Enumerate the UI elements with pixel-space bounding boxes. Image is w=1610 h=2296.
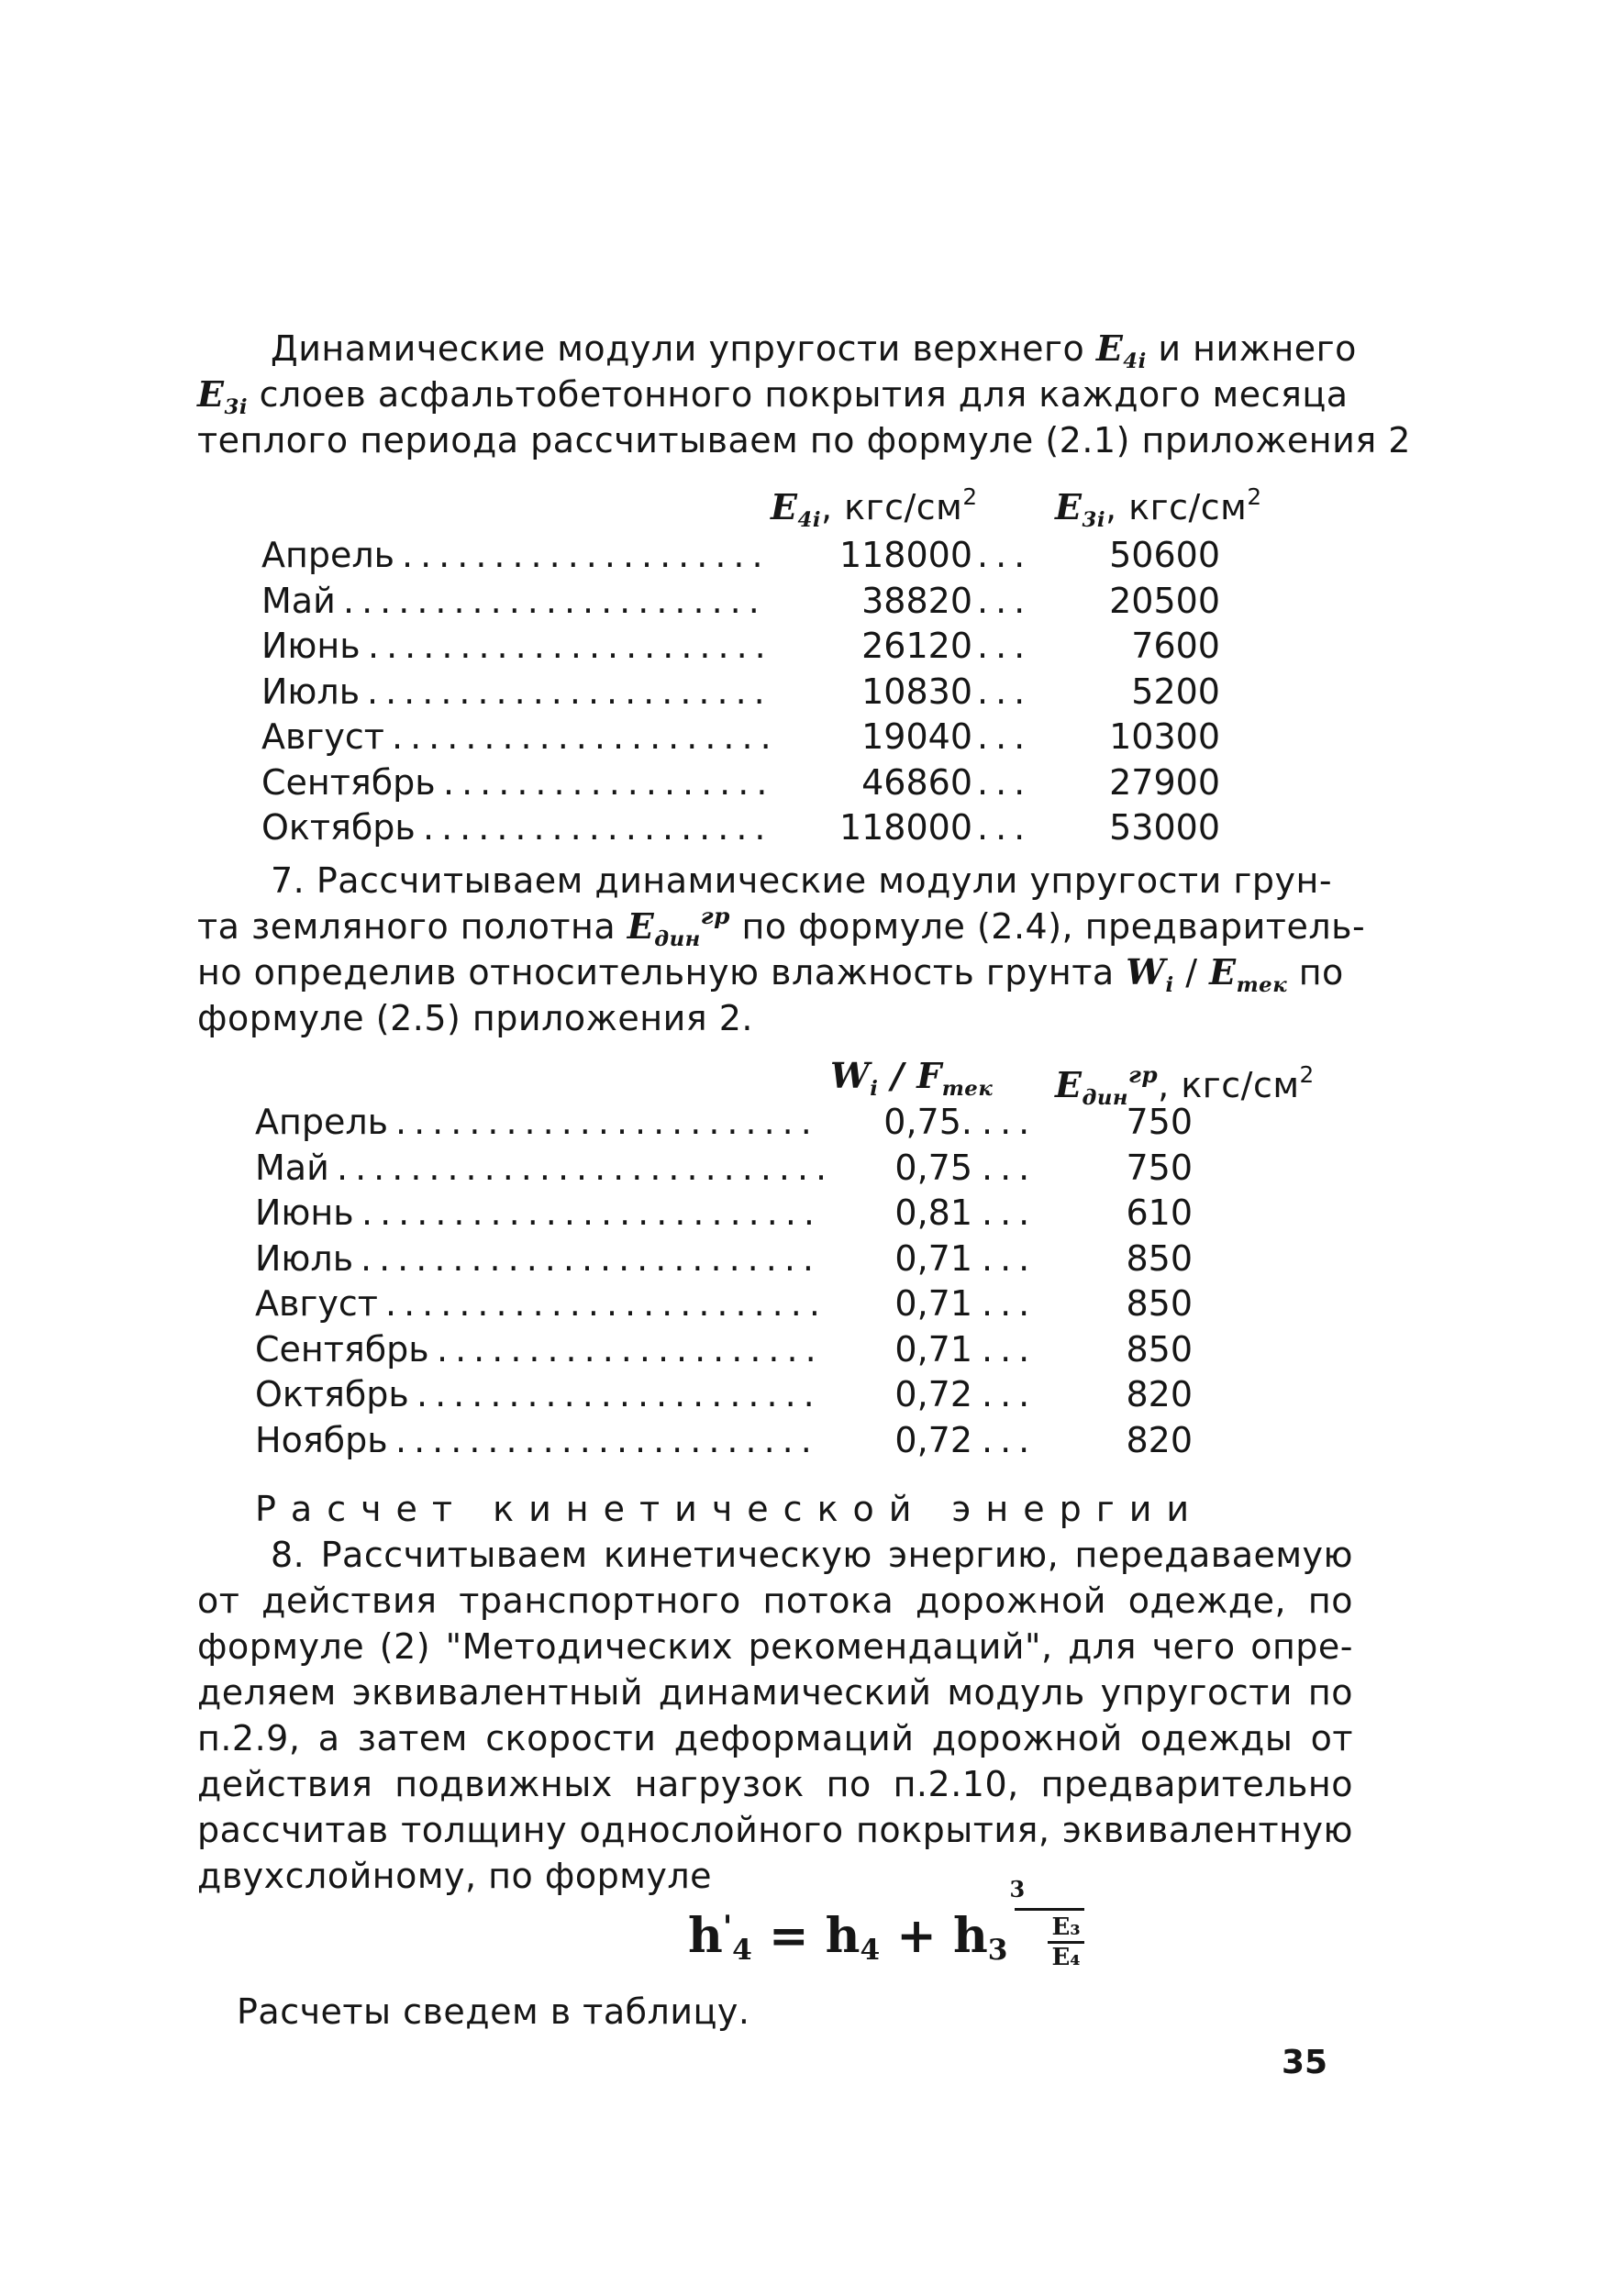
para8-line: п.2.9, а затем скорости деформаций дорожной одежды от bbox=[197, 1718, 1353, 1758]
value-col2: 850 bbox=[1126, 1283, 1193, 1324]
month-label: Сентябрь bbox=[261, 761, 436, 803]
dot-leader: ... bbox=[982, 1374, 1038, 1414]
month-label: Июнь bbox=[255, 1192, 354, 1233]
table2-col1-header: $W_i / F_{тек}$ bbox=[830, 1055, 994, 1101]
month-label: Апрель bbox=[261, 535, 395, 575]
value-col2: 7600 bbox=[1131, 626, 1220, 666]
value-col2: 53000 bbox=[1109, 807, 1220, 848]
dot-leader: ... bbox=[982, 1102, 1038, 1142]
value-col1: 19040 bbox=[861, 716, 972, 757]
dot-leader: ... bbox=[982, 1328, 1038, 1370]
dot-leader: ..................... bbox=[437, 1328, 824, 1370]
month-label: Апрель bbox=[255, 1102, 389, 1142]
para8-line: от действия транспортного потока дорожной одежде, по bbox=[197, 1581, 1353, 1621]
table1-col2-header: $E_{3i}$, кгс/$см^2$ bbox=[1055, 483, 1262, 532]
dot-leader: ... bbox=[982, 1419, 1038, 1460]
dot-leader: ... bbox=[977, 716, 1033, 757]
para8-line: рассчитав толщину однослойного покрытия, эквивалентную bbox=[197, 1810, 1353, 1850]
dot-leader: ... bbox=[982, 1283, 1038, 1324]
table1-col1-header: $E_{4i}$, кгс/$см^2$ bbox=[771, 483, 978, 532]
value-col2: 850 bbox=[1126, 1328, 1193, 1370]
closing-sentence: Расчеты сведем в таблицу. bbox=[237, 1991, 750, 2032]
value-col1: 0,72 bbox=[894, 1419, 972, 1460]
value-col2: 750 bbox=[1126, 1102, 1193, 1142]
value-col1: 0,81 bbox=[894, 1192, 972, 1233]
para8-line: действия подвижных нагрузок по п.2.10, предварительно bbox=[197, 1764, 1353, 1804]
dot-leader: ... bbox=[977, 671, 1033, 712]
value-col1: 46860 bbox=[861, 761, 972, 803]
value-col1: 0,75. bbox=[883, 1102, 972, 1142]
dot-leader: ....................... bbox=[343, 580, 767, 621]
value-col2: 50600 bbox=[1109, 535, 1220, 575]
dot-leader: ... bbox=[982, 1147, 1038, 1188]
value-col2: 610 bbox=[1126, 1192, 1193, 1233]
dot-leader: ......................... bbox=[361, 1192, 822, 1233]
month-label: Август bbox=[255, 1283, 378, 1324]
dot-leader: ... bbox=[977, 626, 1033, 666]
month-label: Май bbox=[255, 1147, 329, 1188]
value-col2: 20500 bbox=[1109, 580, 1220, 621]
month-label: Сентябрь bbox=[255, 1328, 429, 1370]
value-col2: 27900 bbox=[1109, 761, 1220, 803]
intro-line-3: теплого периода рассчитываем по формуле (2.1) приложения 2 bbox=[197, 420, 1411, 460]
fraction: $\frac{\text{E₃}}{\text{E₄}}$ bbox=[1048, 1913, 1083, 1971]
dot-leader: ........................ bbox=[385, 1283, 827, 1324]
paragraph-7 bbox=[197, 858, 1366, 1041]
month-label: Октябрь bbox=[255, 1374, 409, 1414]
dot-leader: ........................... bbox=[337, 1147, 835, 1188]
formula: $h'_4 = h_4 + h_3$ 3 $\frac{\text{E₃}}{\text{E₄}}$ bbox=[688, 1908, 1084, 1971]
dot-leader: ... bbox=[982, 1237, 1038, 1279]
value-col1: 0,71 bbox=[894, 1283, 972, 1324]
dot-leader: .................. bbox=[443, 761, 775, 803]
para8-line: формуле (2) "Методических рекомендаций", для чего опре- bbox=[197, 1626, 1353, 1667]
para8-line: 8. Рассчитываем кинетическую энергию, передаваемую bbox=[271, 1535, 1353, 1575]
dot-leader: ... bbox=[982, 1192, 1038, 1233]
dot-leader: ... bbox=[977, 807, 1033, 848]
value-col2: 5200 bbox=[1131, 671, 1220, 712]
dot-leader: ... bbox=[977, 580, 1033, 621]
dot-leader: .................... bbox=[402, 535, 771, 575]
para7-line-4: формуле (2.5) приложения 2. bbox=[197, 998, 753, 1038]
value-col2: 10300 bbox=[1109, 716, 1220, 757]
value-col2: 820 bbox=[1126, 1419, 1193, 1460]
month-label: Июль bbox=[255, 1237, 354, 1279]
value-col1: 118000 bbox=[838, 807, 972, 848]
dot-leader: ...................... bbox=[368, 626, 773, 666]
value-col1: 10830 bbox=[861, 671, 972, 712]
para8-line: двухслойному, по формуле bbox=[197, 1856, 713, 1896]
value-col1: 0,75 bbox=[894, 1147, 972, 1188]
intro-paragraph bbox=[197, 326, 1411, 463]
table2-col2-header: $E_{дин}^{гр}$, кгс/$см^2$ bbox=[1055, 1061, 1315, 1110]
dot-leader: ....................... bbox=[395, 1419, 819, 1460]
value-col2: 750 bbox=[1126, 1147, 1193, 1188]
month-label: Октябрь bbox=[261, 807, 416, 848]
para7-line-3: но определив относительную влажность грунта $W_i / E_{тек}$ по bbox=[197, 951, 1344, 997]
section-heading: Расчет кинетической энергии bbox=[255, 1489, 1205, 1529]
para7-line-1: 7. Рассчитываем динамические модули упругости грун- bbox=[271, 860, 1333, 901]
dot-leader: ...................... bbox=[416, 1374, 822, 1414]
dot-leader: ...................... bbox=[367, 671, 772, 712]
page-number: 35 bbox=[1282, 2044, 1328, 2081]
value-col1: 0,72 bbox=[894, 1374, 972, 1414]
month-label: Июль bbox=[261, 671, 361, 712]
month-label: Июнь bbox=[261, 626, 361, 666]
value-col1: 26120 bbox=[861, 626, 972, 666]
month-label: Май bbox=[261, 580, 336, 621]
dot-leader: ..................... bbox=[392, 716, 779, 757]
paragraph-8 bbox=[197, 1532, 1353, 1899]
intro-line-1: Динамические модули упругости верхнего $E_{4i}$ и нижнего bbox=[271, 327, 1357, 373]
value-col1: 38820 bbox=[861, 580, 972, 621]
value-col1: 118000 bbox=[838, 535, 972, 575]
value-col2: 850 bbox=[1126, 1237, 1193, 1279]
dot-leader: ......................... bbox=[361, 1237, 821, 1279]
dot-leader: ... bbox=[977, 761, 1033, 803]
intro-line-2: $E_{3i}$ слоев асфальтобетонного покрытия для каждого месяца bbox=[197, 373, 1349, 419]
value-col1: 0,71 bbox=[894, 1328, 972, 1370]
dot-leader: ....................... bbox=[395, 1102, 819, 1142]
month-label: Август bbox=[261, 716, 384, 757]
dot-leader: ................... bbox=[423, 807, 773, 848]
para7-line-2: та земляного полотна $E_{дин}^{гр}$ по формуле (2.4), предваритель- bbox=[197, 903, 1366, 951]
month-label: Ноябрь bbox=[255, 1419, 388, 1460]
cube-root: 3 $\frac{\text{E₃}}{\text{E₄}}$ bbox=[1015, 1908, 1083, 1971]
value-col1: 0,71 bbox=[894, 1237, 972, 1279]
value-col2: 820 bbox=[1126, 1374, 1193, 1414]
para8-line: деляем эквивалентный динамический модуль упругости по bbox=[197, 1672, 1353, 1713]
dot-leader: ... bbox=[977, 535, 1033, 575]
